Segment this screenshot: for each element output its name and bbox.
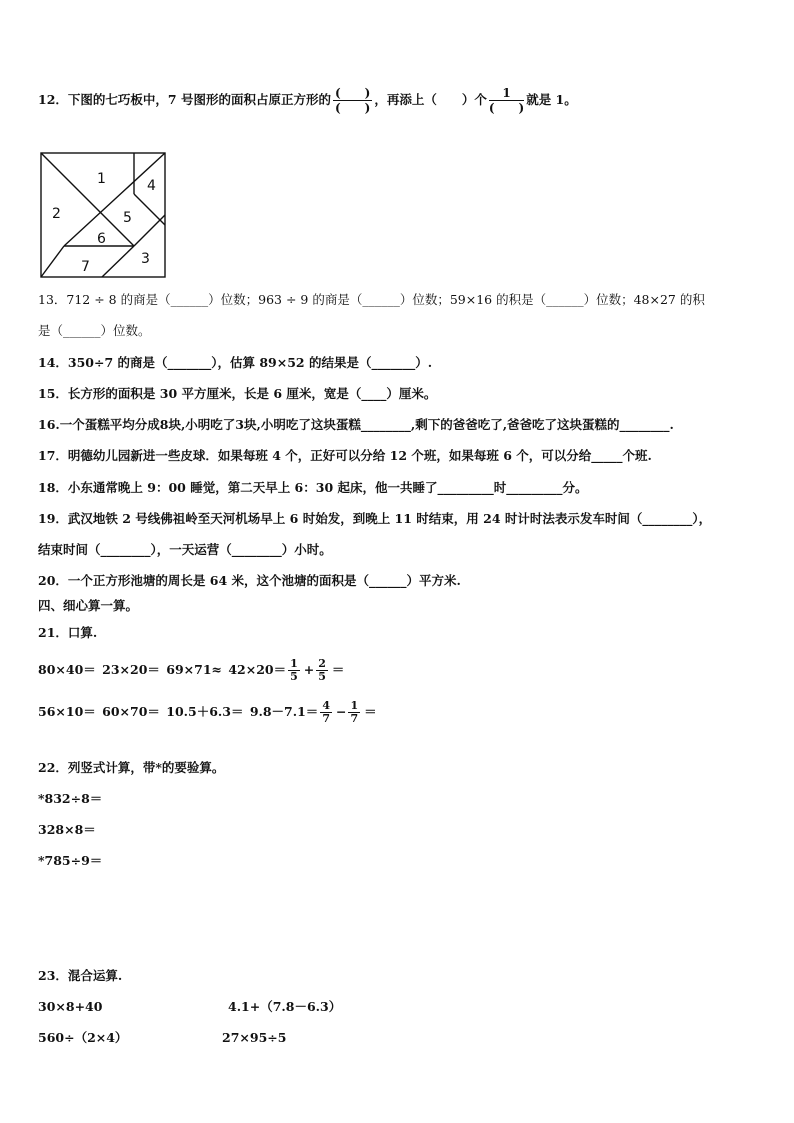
q21-r1-fraction-b: $\frac{2}{5}$ [318, 657, 326, 683]
q21-r1-operator: + [303, 662, 315, 677]
question-15: 15．长方形的面积是 30 平方厘米，长是 6 厘米，宽是（____）厘米。 [38, 386, 437, 401]
q21-row-1 [38, 656, 346, 684]
q21-r2-fraction-b: $\frac{1}{7}$ [350, 699, 359, 725]
question-21-title: 21．口算. [38, 625, 98, 640]
q21-r1-fraction-a: $\frac{1}{5}$ [290, 657, 298, 683]
q12-text-a: 12．下图的七巧板中，7 号图形的面积占原正方形的 [38, 92, 331, 107]
q21-r2-fraction-a: $\frac{4}{7}$ [322, 699, 330, 725]
q21-row-2 [38, 698, 379, 726]
q21-r1-item-3: 69×71≈ [166, 662, 222, 677]
question-19-line2: 结束时间（________），一天运营（________）小时。 [38, 542, 332, 557]
tangram-label-6: 6 [97, 231, 106, 247]
tangram-label-3: 3 [141, 251, 150, 267]
question-23-title: 23．混合运算. [38, 968, 123, 983]
q21-r1-item-2: 23×20＝ [102, 662, 160, 677]
question-17: 17．明德幼儿园新进一些皮球．如果每班 4 个，正好可以分给 12 个班，如果每班 6 个，可以分给_____个班. [38, 448, 652, 463]
q21-r1-item-1: 80×40＝ [38, 662, 96, 677]
q12-text-c: 就是 1。 [526, 92, 577, 107]
question-22-title: 22．列竖式计算，带*的要验算。 [38, 760, 225, 775]
question-16: 16.一个蛋糕平均分成8块,小明吃了3块,小明吃了这块蛋糕________,剩下的爸爸吃了,爸爸吃了这块蛋糕的________. [38, 417, 674, 432]
q23-right-1: 4.1+（7.8－6.3） [228, 999, 342, 1014]
q21-r1-item-4: 42×20＝ [228, 662, 287, 677]
tangram-label-4: 4 [147, 178, 156, 194]
q21-r2-item-4: 9.8－7.1＝ [249, 704, 319, 719]
q21-r1-equals: ＝ [331, 662, 345, 677]
question-12 [38, 86, 577, 115]
q23-left-2: 560÷（2×4） [38, 1030, 128, 1045]
q21-r2-item-1: 56×10＝ [38, 704, 96, 719]
tangram-label-1: 1 [97, 171, 106, 187]
q23-left-1: 30×8+40 [38, 999, 103, 1014]
q12-text-b: ，再添上（ ）个 [374, 92, 487, 107]
tangram-label-5: 5 [123, 210, 132, 226]
q22-item-1: *832÷8＝ [38, 791, 103, 806]
q21-r2-item-2: 60×70＝ [102, 704, 160, 719]
q21-r2-equals: ＝ [364, 704, 377, 719]
question-18: 18．小东通常晚上 9：00 睡觉，第二天早上 6：30 起床，他一共睡了_________时_________分。 [38, 480, 588, 495]
question-19-line1: 19．武汉地铁 2 号线佛祖岭至天河机场早上 6 时始发，到晚上 11 时结束，用 24 时计时法表示发车时间（________）， [38, 511, 712, 526]
tangram-label-2: 2 [52, 206, 61, 222]
tangram-label-7: 7 [81, 259, 90, 275]
q22-item-3: *785÷9＝ [38, 853, 103, 868]
section-4-heading: 四、细心算一算。 [38, 598, 139, 613]
question-13-line2: 是（______）位数。 [38, 323, 151, 338]
question-13-line1: 13．712 ÷ 8 的商是（______）位数；963 ÷ 9 的商是（______）位数；59×16 的积是（______）位数；48×27 的积 [38, 292, 705, 307]
q12-unit-fraction: $\frac{1}{( )}$ [488, 86, 525, 115]
q22-item-2: 328×8＝ [38, 822, 96, 837]
tangram-figure [40, 152, 166, 278]
q21-r2-operator: − [335, 704, 347, 719]
q23-right-2: 27×95÷5 [222, 1030, 287, 1045]
q21-r2-item-3: 10.5＋6.3＝ [166, 704, 244, 719]
question-14: 14．350÷7 的商是（_______），估算 89×52 的结果是（_______）. [38, 355, 433, 370]
question-20: 20．一个正方形池塘的周长是 64 米，这个池塘的面积是（______）平方米. [38, 573, 461, 588]
q12-fraction-blank: $\frac{( )}{( )}$ [334, 86, 371, 115]
